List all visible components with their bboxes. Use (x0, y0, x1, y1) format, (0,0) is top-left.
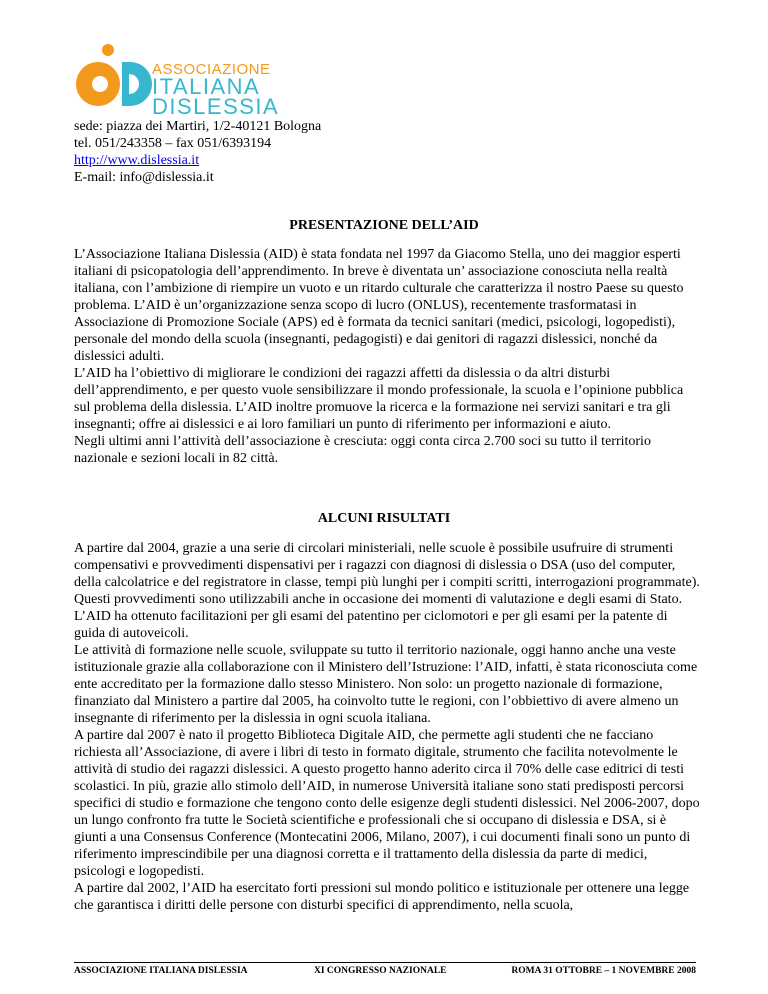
aid-logo-mark (72, 44, 162, 116)
contact-email: E-mail: info@dislessia.it (74, 170, 214, 185)
contact-block (74, 118, 321, 186)
paragraph: A partire dal 2002, l’AID ha esercitato forti pressioni sul mondo politico e istituzionale per ottenere una legge che garantisca i diritti delle persone con disturbi specifici di apprendimento, nella scuola, (74, 881, 690, 913)
section-title-risultati: ALCUNI RISULTATI (317, 511, 451, 526)
logo-wordmark-line1: ASSOCIAZIONE (152, 61, 271, 78)
section-body-presentazione (74, 246, 702, 467)
aid-logo-wordmark (152, 62, 279, 117)
paragraph: Negli ultimi anni l’attività dell’associazione è cresciuta: oggi conta circa 2.700 soci su tutto il territorio nazionale e sezioni locali in 82 città. (74, 434, 651, 466)
paragraph: L’AID ha ottenuto facilitazioni per gli esami del patentino per ciclomotori e per gli esami per la patente di guida di autoveicoli. (74, 609, 668, 641)
logo-wordmark-line2: ITALIANA (152, 74, 261, 99)
aid-logo (72, 44, 280, 119)
section-body-risultati (74, 540, 702, 914)
section-title-presentazione: PRESENTAZIONE DELL’AID (289, 218, 479, 233)
paragraph: A partire dal 2004, grazie a una serie di circolari ministeriali, nelle scuole è possibile usufruire di strumenti compensativi e provvedimenti dispensativi per i ragazzi con diagnosi di dislessia o DSA (uso del computer, della calcolatrice e del registratore in classe, tempi più lunghi per i compiti scritti, interrogazioni programmate). Questi provvedimenti sono utilizzabili anche in occasione dei momenti di valutazione e degli esami di Stato. (74, 541, 700, 607)
logo-wordmark-line3: DISLESSIA (152, 94, 280, 119)
footer-right: ROMA 31 OTTOBRE – 1 NOVEMBRE 2008 (511, 966, 696, 976)
paragraph: L’AID ha l’obiettivo di migliorare le condizioni dei ragazzi affetti da dislessia o da altri disturbi dell’apprendimento, e per questo vuole sensibilizzare il mondo professionale, la scuola e l’opinione pubblica sul problema della dislessia. L’AID inoltre promuove la ricerca e la formazione nei servizi sanitari e tra gli insegnanti; offre ai dislessici e ai loro familiari un punto di riferimento per informazioni e aiuto. (74, 366, 684, 432)
contact-address: sede: piazza dei Martiri, 1/2-40121 Bologna (74, 119, 322, 134)
contact-phone: tel. 051/243358 – fax 051/6393194 (74, 136, 272, 151)
paragraph: Le attività di formazione nelle scuole, sviluppate su tutto il territorio nazionale, oggi hanno anche una veste istituzionale grazie alla collaborazione con il Ministero dell’Istruzione: l’AID, infatti, è stata riconosciuta come ente accreditato per la formazione dallo stesso Ministero. Non solo: un progetto nazionale di formazione, finanziato dal Ministero a partire dal 2005, ha coinvolto tutte le regioni, con l’obbiettivo di avere almeno un insegnante di riferimento per la dislessia in ogni scuola italiana. (74, 643, 698, 726)
footer-center: XI CONGRESSO NAZIONALE (314, 966, 447, 976)
paragraph: A partire dal 2007 è nato il progetto Biblioteca Digitale AID, che permette agli studenti che ne facciano richiesta all’Associazione, di avere i libri di testo in formato digitale, strumento che facilita notevolmente le attività di studio dei ragazzi dislessici. A questo progetto hanno aderito circa il 70% delle case editrici di testi scolastici. In più, grazie allo stimolo dell’AID, in numerose Università italiane sono stati predisposti percorsi specifici di studio e formazione che tengono conto delle esigenze degli studenti dislessici. Nel 2006-2007, dopo un lungo confronto fra tutte le Società scientifiche e professionali che si occupano di dislessia e DSA, si è giunti a una Consensus Conference (Montecatini 2006, Milano, 2007), i cui documenti finali sono un punto di riferimento imprescindibile per una diagnosi corretta e il trattamento della dislessia da parte di medici, psicologi e logopedisti. (74, 728, 700, 879)
footer-divider (74, 962, 696, 963)
website-link[interactable]: http://www.dislessia.it (74, 153, 200, 168)
paragraph: L’Associazione Italiana Dislessia (AID) è stata fondata nel 1997 da Giacomo Stella, uno dei maggior esperti italiani di psicopatologia dell’apprendimento. In breve è diventata un’ associazione conosciuta nella realtà italiana, con l’ambizione di riempire un vuoto e un ritardo culturale che caratterizza il nostro Paese su questo problema. L’AID è un’organizzazione senza scopo di lucro (ONLUS), recentemente trasformatasi in Associazione di Promozione Sociale (APS) ed è formata da tecnici sanitari (medici, psicologi, logopedisti), personale del mondo della scuola (insegnanti, pedagogisti) e dai genitori di ragazzi dislessici, nonché da dislessici adulti. (74, 247, 684, 364)
footer-left: ASSOCIAZIONE ITALIANA DISLESSIA (74, 966, 248, 976)
